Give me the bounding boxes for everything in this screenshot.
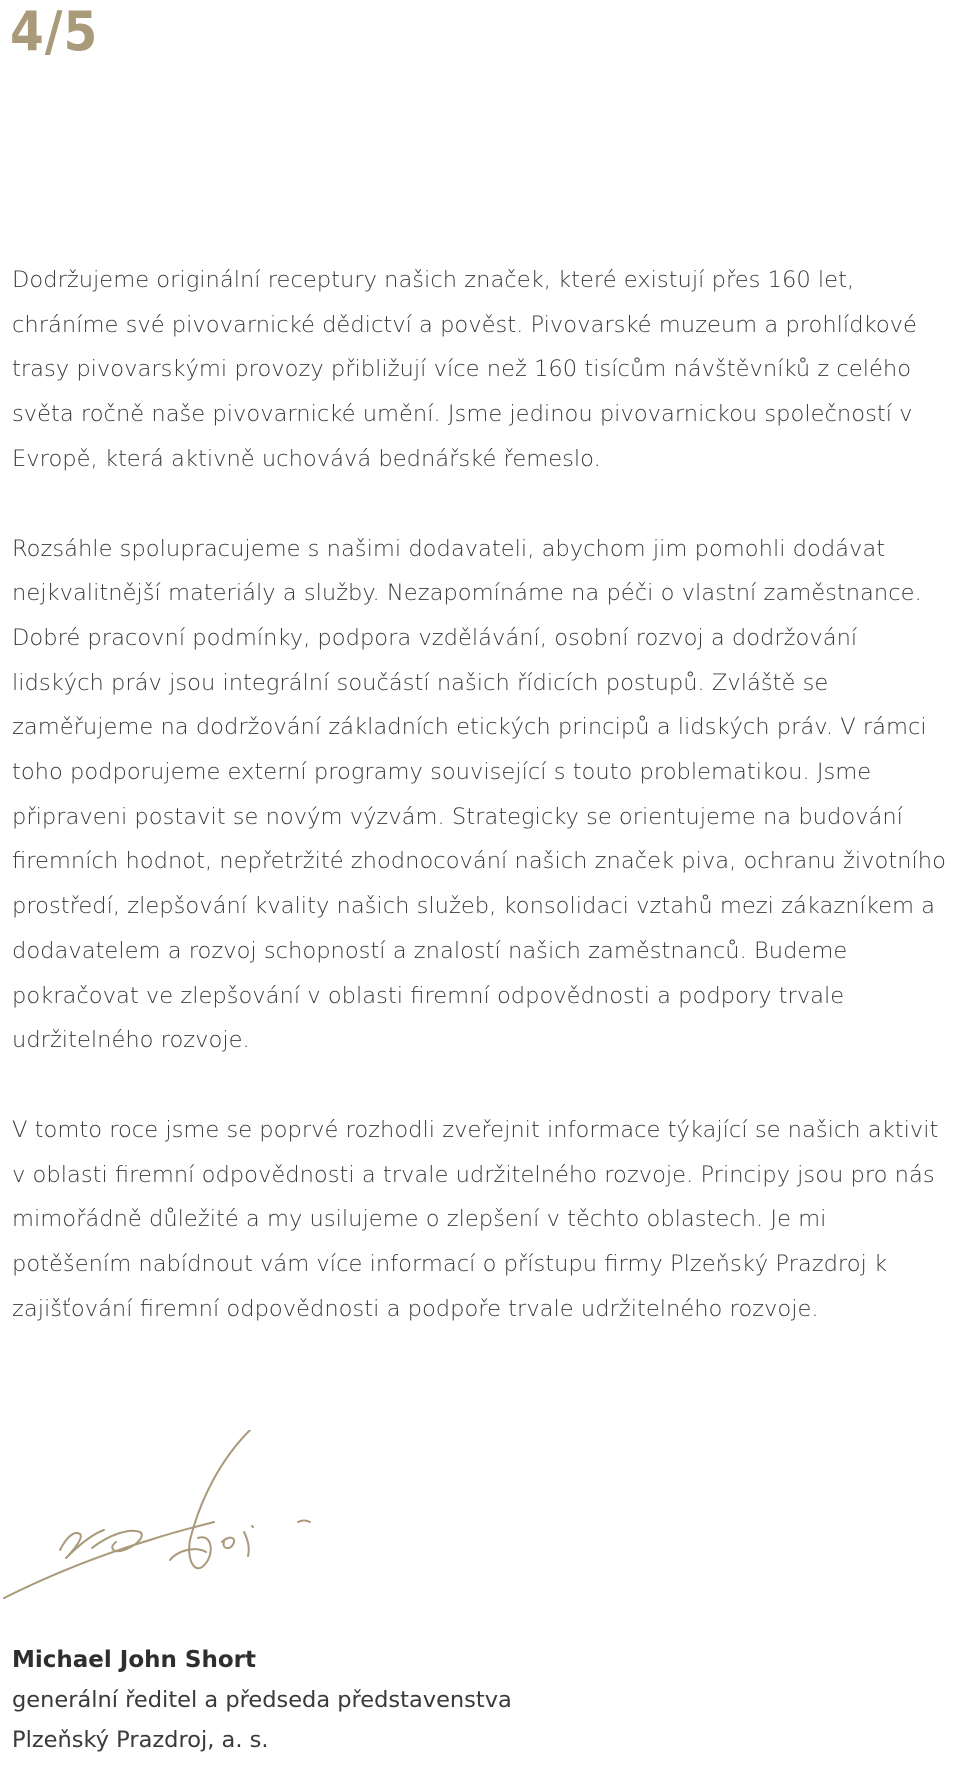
handwritten-signature	[0, 1430, 320, 1620]
signer-title: generální ředitel a předseda představenstva	[12, 1687, 512, 1713]
letter-paragraph: Rozsáhle spolupracujeme s našimi dodavateli, abychom jim pomohli dodávat nejkvalitnější materiály a služby. Nezapomínáme na péči o vlastní zaměstnance. Dobré pracovní podmínky, podpora vzdělávání, osobní rozvoj a dodržování lidských práv jsou integrální součástí našich řídicích postupů. Zvláště se zaměřujeme na dodržování základních etických principů a lidských práv. V rámci toho podporujeme externí programy související s touto problematikou. Jsme připraveni postavit se novým výzvám. Strategicky se orientujeme na budování firemních hodnot, nepřetržité zhodnocování našich značek piva, ochranu životního prostředí, zlepšování kvality našich služeb, konsolidaci vztahů mezi zákazníkem a dodavatelem a rozvoj schopností a znalostí našich zaměstnanců. Budeme pokračovat ve zlepšování v oblasti firemní odpovědnosti a podpory trvale udržitelného rozvoje.	[12, 535, 946, 1054]
letter-paragraph: V tomto roce jsme se poprvé rozhodli zveřejnit informace týkající se našich aktivit v oblasti firemní odpovědnosti a trvale udržitelného rozvoje. Principy jsou pro nás mimořádně důležité a my usilujeme o zlepšení v těchto oblastech. Je mi potěšením nabídnout vám více informací o přístupu firmy Plzeňský Prazdroj k zajišťování firemní odpovědnosti a podpoře trvale udržitelného rozvoje.	[12, 1116, 939, 1322]
signer-company: Plzeňský Prazdroj, a. s.	[12, 1727, 269, 1753]
signer-block	[12, 1640, 712, 1760]
letter-body	[12, 258, 952, 1331]
letter-paragraph: Dodržujeme originální receptury našich značek, které existují přes 160 let, chráníme své pivovarnické dědictví a pověst. Pivovarské muzeum a prohlídkové trasy pivovarskými provozy přibližují více než 160 tisícům návštěvníků z celého světa ročně naše pivovarnické umění. Jsme jedinou pivovarnickou společností v Evropě, která aktivně uchovává bednářské řemeslo.	[12, 267, 917, 472]
page-number: 4/5	[10, 0, 99, 63]
signer-name: Michael John Short	[12, 1647, 256, 1673]
